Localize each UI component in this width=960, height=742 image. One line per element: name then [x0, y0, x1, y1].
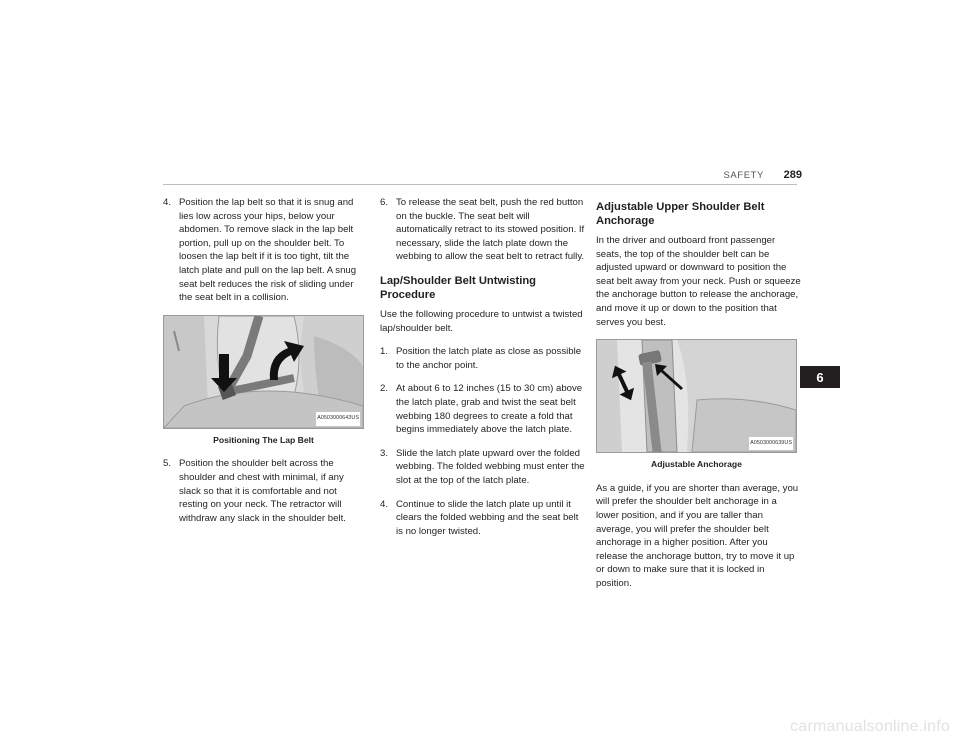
- figure-code: A0503000643US: [316, 412, 360, 426]
- watermark: carmanualsonline.info: [790, 718, 950, 735]
- untwist-step: [380, 382, 585, 436]
- figure-caption: Positioning The Lap Belt: [213, 434, 314, 445]
- lap-belt-illustration: [164, 316, 363, 428]
- lap-belt-figure: [163, 315, 364, 429]
- column-3: [596, 196, 801, 601]
- step-number: 3.: [380, 447, 389, 459]
- step-text: Position the latch plate as close as possible to the anchor point.: [396, 346, 582, 371]
- step-6: [380, 196, 585, 264]
- column-2: [380, 196, 585, 548]
- figure-caption: Adjustable Anchorage: [651, 459, 742, 470]
- step-text: At about 6 to 12 inches (15 to 30 cm) above the latch plate, grab and twist the seat belt webbing 180 degrees to create a fold that begins immediately above the latch plate.: [396, 383, 583, 436]
- untwist-step: [380, 447, 585, 488]
- step-number: 5.: [163, 458, 172, 470]
- anchorage-figure: [596, 339, 797, 453]
- step-text: Slide the latch plate upward over the folded webbing. The folded webbing must enter the slot at the top of the latch plate.: [396, 447, 585, 486]
- step-number: 2.: [380, 383, 389, 395]
- untwist-step: [380, 345, 585, 372]
- anchorage-paragraph: In the driver and outboard front passenger seats, the top of the shoulder belt can be adjusted upward or downward to position the seat belt away from your neck. Push or squeeze the anchorage button to release the anchorage, and move it up or down to the position that serves you best.: [596, 235, 801, 328]
- step-number: 4.: [163, 197, 172, 208]
- untwist-step: [380, 498, 585, 539]
- anchorage-illustration: [597, 340, 796, 452]
- step-5: [163, 457, 368, 525]
- figure-code: A0503000639US: [749, 437, 793, 451]
- untwisting-heading: Lap/Shoulder Belt Untwisting Procedure: [380, 274, 537, 301]
- anchorage-guide-paragraph: As a guide, if you are shorter than average, you will prefer the shoulder belt anchorage in a lower position, and if you are taller than average, you will prefer the shoulder belt anchorage in a higher position. After you release the anchorage button, try to move it up or down to make sure that it is locked in position.: [596, 482, 799, 589]
- chapter-tab: 6: [800, 366, 840, 388]
- step-number: 6.: [380, 197, 389, 208]
- step-text: Position the shoulder belt across the shoulder and chest with minimal, if any slack so that it is comfortable and not resting on your neck. The retractor will withdraw any slack in the shoulder belt.: [179, 458, 346, 524]
- step-text: To release the seat belt, push the red button on the buckle. The seat belt will automatically retract to its stowed position. If necessary, slide the latch plate down the webbing to allow the seat belt to retract fully.: [396, 197, 585, 263]
- step-text: Continue to slide the latch plate up until it clears the folded webbing and the seat belt is no longer twisted.: [396, 498, 579, 537]
- page-header: [0, 170, 960, 190]
- step-number: 4.: [380, 498, 389, 510]
- step-4: [163, 196, 368, 305]
- anchorage-heading: Adjustable Upper Shoulder Belt Anchorage: [596, 201, 765, 227]
- untwisting-intro: Use the following procedure to untwist a twisted lap/shoulder belt.: [380, 308, 583, 334]
- step-number: 1.: [380, 346, 389, 358]
- column-1: [163, 196, 368, 535]
- step-text: Position the lap belt so that it is snug and lies low across your hips, below your abdomen. To remove slack in the lap belt portion, pull up on the shoulder belt. To loosen the lap belt if it is too tight, tilt the latch plate and pull on the lap belt. A snug seat belt reduces the risk of sliding under the seat belt in a collision.: [179, 197, 357, 304]
- header-rule: [163, 184, 797, 185]
- page-number: 289: [783, 169, 802, 181]
- section-title: SAFETY: [723, 170, 764, 181]
